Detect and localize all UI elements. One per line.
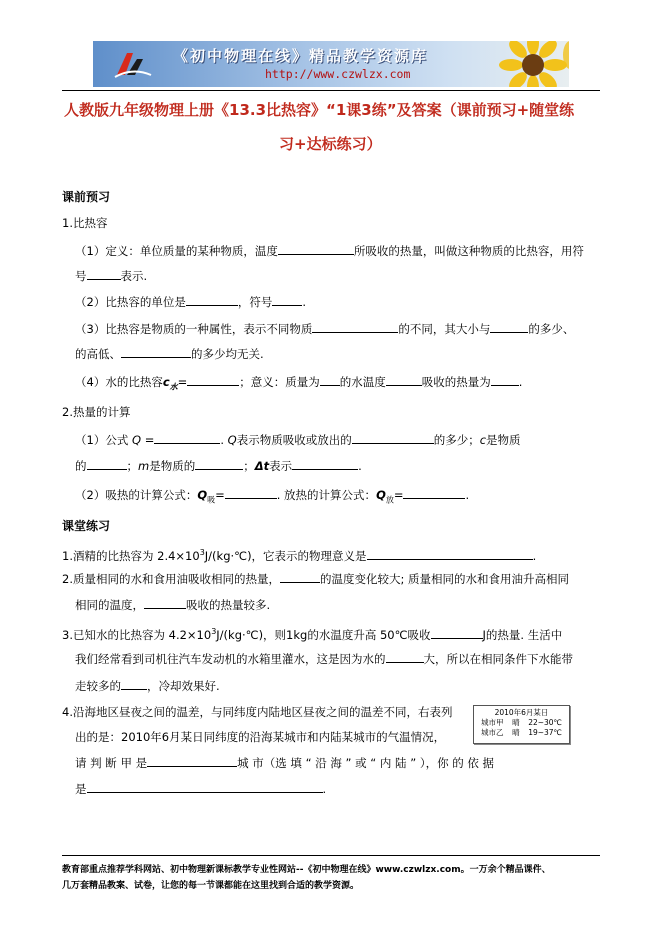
banner-url[interactable]: http://www.czwlzx.com [265,67,411,81]
banner-title: 《初中物理在线》精品教学资源库 [173,47,429,65]
practice-q3-line2: 我们经常看到司机往汽车发动机的水箱里灌水，这是因为水的 大，所以在相同条件下水能带 [75,652,573,666]
blank-field[interactable] [144,598,186,609]
q1-part4: （4）水的比热容$c_水=$ ；意义：质量为 的水温度 吸收的热量为 . [75,375,523,392]
footer-line2: 几万套精品教案、试卷，让您的每一节课都能在这里找到合适的教学资源。 [62,881,360,891]
q2-part2: （2）吸热的计算公式：$Q_吸=$ . 放热的计算公式：$Q_放=$ . [75,488,470,505]
blank-field[interactable] [186,295,238,306]
table-row: 城市乙 晴 19~37℃ [481,728,562,737]
weather-table [473,705,570,744]
practice-q4-line2: 出的是：2010年6月某日同纬度的沿海某城市和内陆某城市的气温情况， [75,730,446,744]
blank-field[interactable] [367,549,533,560]
practice-q3-line3: 走较多的 ，冷却效果好. [75,679,220,693]
logo-icon [113,49,153,79]
blank-field[interactable] [431,628,483,639]
practice-q4-line1: 4.沿海地区昼夜之间的温差，与同纬度内陆地区昼夜之间的温差不同，右表列 [62,705,453,719]
section-heading-preview: 课前预习 [62,190,111,204]
footer-rule [62,855,600,856]
practice-q1: 1.酒精的比热容为 $2.4\times 10^3J/(kg\cdot℃)$，它表示的物理意义是 . [62,548,537,563]
blank-field[interactable] [147,756,237,767]
blank-field[interactable] [292,459,358,470]
blank-field[interactable] [352,433,434,444]
practice-q2-line2: 相同的温度， 吸收的热量较多. [75,598,271,612]
question-2-label: 2.热量的计算 [62,405,131,419]
blank-field[interactable] [386,652,424,663]
q2-part1-line1: （1）公式 Q = . Q表示物质吸收或放出的 的多少；c是物质 [75,433,521,447]
blank-field[interactable] [121,347,191,358]
header-rule [62,90,600,91]
q1-part2: （2）比热容的单位是 ，符号 . [75,295,306,309]
q1-part1-line2: 号 表示. [75,269,148,283]
blank-field[interactable] [225,488,277,499]
blank-field[interactable] [491,375,519,386]
section-heading-practice: 课堂练习 [62,519,111,533]
blank-field[interactable] [280,572,320,583]
q2-part1-line2: 的 ；m是物质的 ；Δt表示 . [75,459,362,473]
weather-table-title: 2010年6月某日 [494,708,549,717]
practice-q4-line4: 是 . [75,782,327,796]
blank-field[interactable] [312,322,398,333]
table-row: 城市甲 晴 22~30℃ [481,718,562,727]
blank-field[interactable] [403,488,465,499]
header-banner [93,41,569,87]
practice-q3-line1: 3.已知水的比热容为 $4.2\times 10^3J/(kg\cdot℃)$，则1kg的水温度升高 50℃吸收 J的热量. 生活中 [62,627,563,642]
document-title-line1: 人教版九年级物理上册《13.3比热容》“1课3练”及答案（课前预习+随堂练 [64,101,575,119]
sunflower-icon [488,41,569,87]
blank-field[interactable] [278,244,354,255]
q1-part3-line2: 的高低、 的多少均无关. [75,347,264,361]
blank-field[interactable] [87,269,121,280]
practice-q4-line3: 请 判 断 甲 是 城 市（选 填 “ 沿 海 ” 或 “ 内 陆 ” ），你 的 依 据 [75,756,495,770]
blank-field[interactable] [320,375,340,386]
blank-field[interactable] [87,459,127,470]
blank-field[interactable] [87,782,323,793]
blank-field[interactable] [121,679,147,690]
blank-field[interactable] [272,295,302,306]
document-title-line2: 习+达标练习） [279,135,382,153]
blank-field[interactable] [386,375,422,386]
q1-part1-line1: （1）定义：单位质量的某种物质，温度 所吸收的热量，叫做这种物质的比热容，用符 [75,244,584,258]
blank-field[interactable] [490,322,528,333]
practice-q2-line1: 2.质量相同的水和食用油吸收相同的热量， 的温度变化较大; 质量相同的水和食用油升高相同 [62,572,570,586]
footer-line1: 教育部重点推荐学科网站、初中物理新课标教学专业性网站--《初中物理在线》www.czwlzx.com。一万余个精品课件、 [62,865,551,875]
blank-field[interactable] [195,459,243,470]
question-1-label: 1.比热容 [62,216,108,230]
blank-field[interactable] [154,433,220,444]
blank-field[interactable] [187,375,239,386]
q1-part3-line1: （3）比热容是物质的一种属性，表示不同物质 的不同，其大小与 的多少、 [75,322,575,336]
